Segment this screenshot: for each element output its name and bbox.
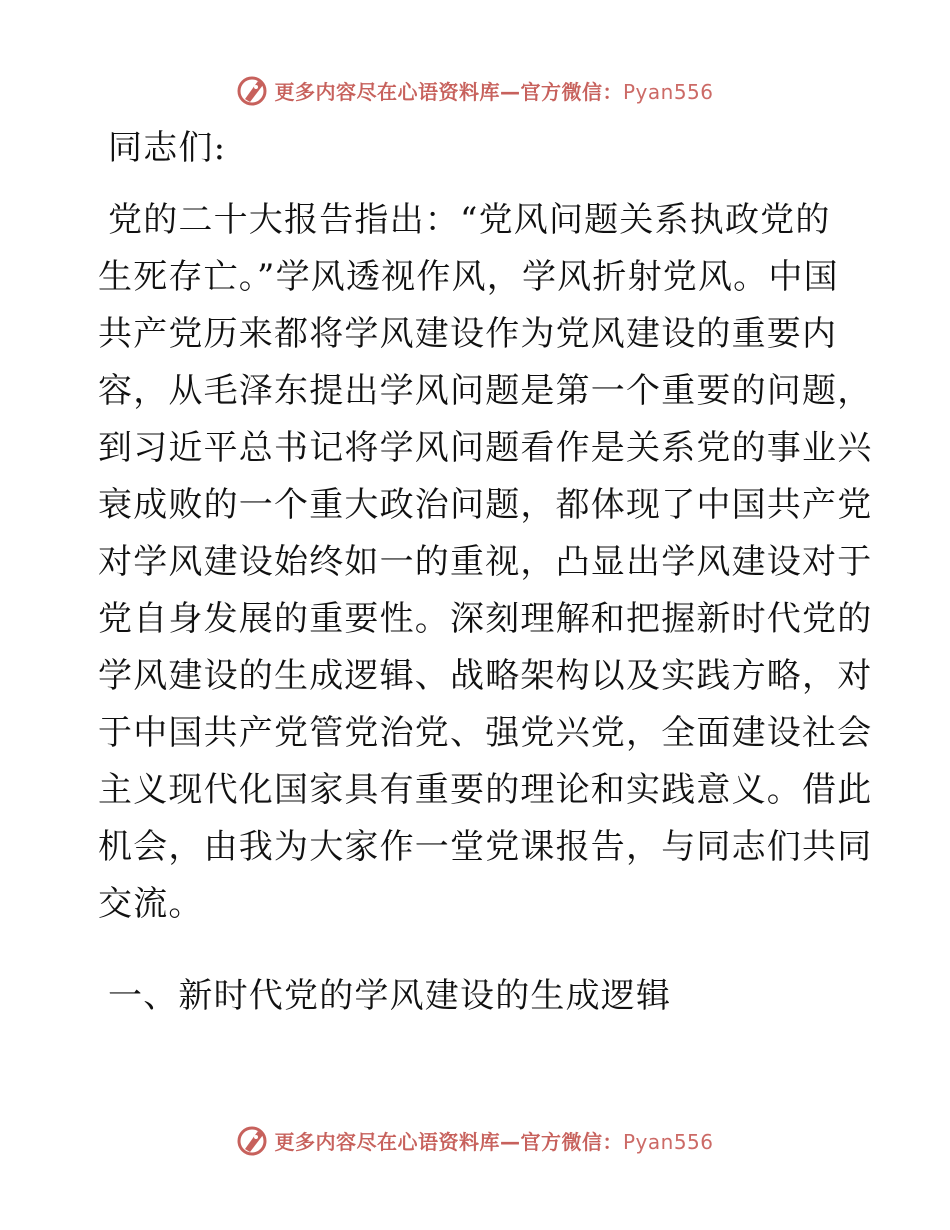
header-watermark-banner [0,70,950,110]
pen-nib-logo-icon [236,73,270,107]
paragraph-line: 机会，由我为大家作一堂党课报告，与同志们共同 [98,827,873,867]
paragraph-line: 于中国共产党管党治党、强党兴党，全面建设社会 [98,713,873,753]
greeting: 同志们: [108,128,227,168]
paragraph-line: 学风建设的生成逻辑、战略架构以及实践方略，对 [98,656,873,696]
paragraph-line: 共产党历来都将学风建设作为党风建设的重要内 [98,314,838,354]
paragraph-line: 党的二十大报告指出：“党风问题关系执政党的 [108,200,831,240]
pen-nib-logo-icon [236,1123,270,1157]
paragraph-line: 交流。 [98,884,204,924]
paragraph-line: 到习近平总书记将学风问题看作是关系党的事业兴 [98,428,873,468]
paragraph-line: 党自身发展的重要性。深刻理解和把握新时代党的 [98,599,873,639]
paragraph-line: 衰成败的一个重大政治问题，都体现了中国共产党 [98,485,873,525]
footer-watermark-text: 更多内容尽在心语资料库—官方微信：Pyan556 [274,1129,714,1154]
paragraph-line: 生死存亡。”学风透视作风，学风折射党风。中国 [98,257,839,297]
footer-watermark-banner [0,1120,950,1160]
paragraph-line: 主义现代化国家具有重要的理论和实践意义。借此 [98,770,873,810]
paragraph-line: 容，从毛泽东提出学风问题是第一个重要的问题， [98,371,873,411]
wechat-id: Pyan556 [622,1129,714,1154]
section-heading: 一、新时代党的学风建设的生成逻辑 [108,976,672,1016]
wechat-id: Pyan556 [622,79,714,104]
header-watermark-text: 更多内容尽在心语资料库—官方微信：Pyan556 [274,79,714,104]
paragraph-line: 对学风建设始终如一的重视，凸显出学风建设对于 [98,542,873,582]
